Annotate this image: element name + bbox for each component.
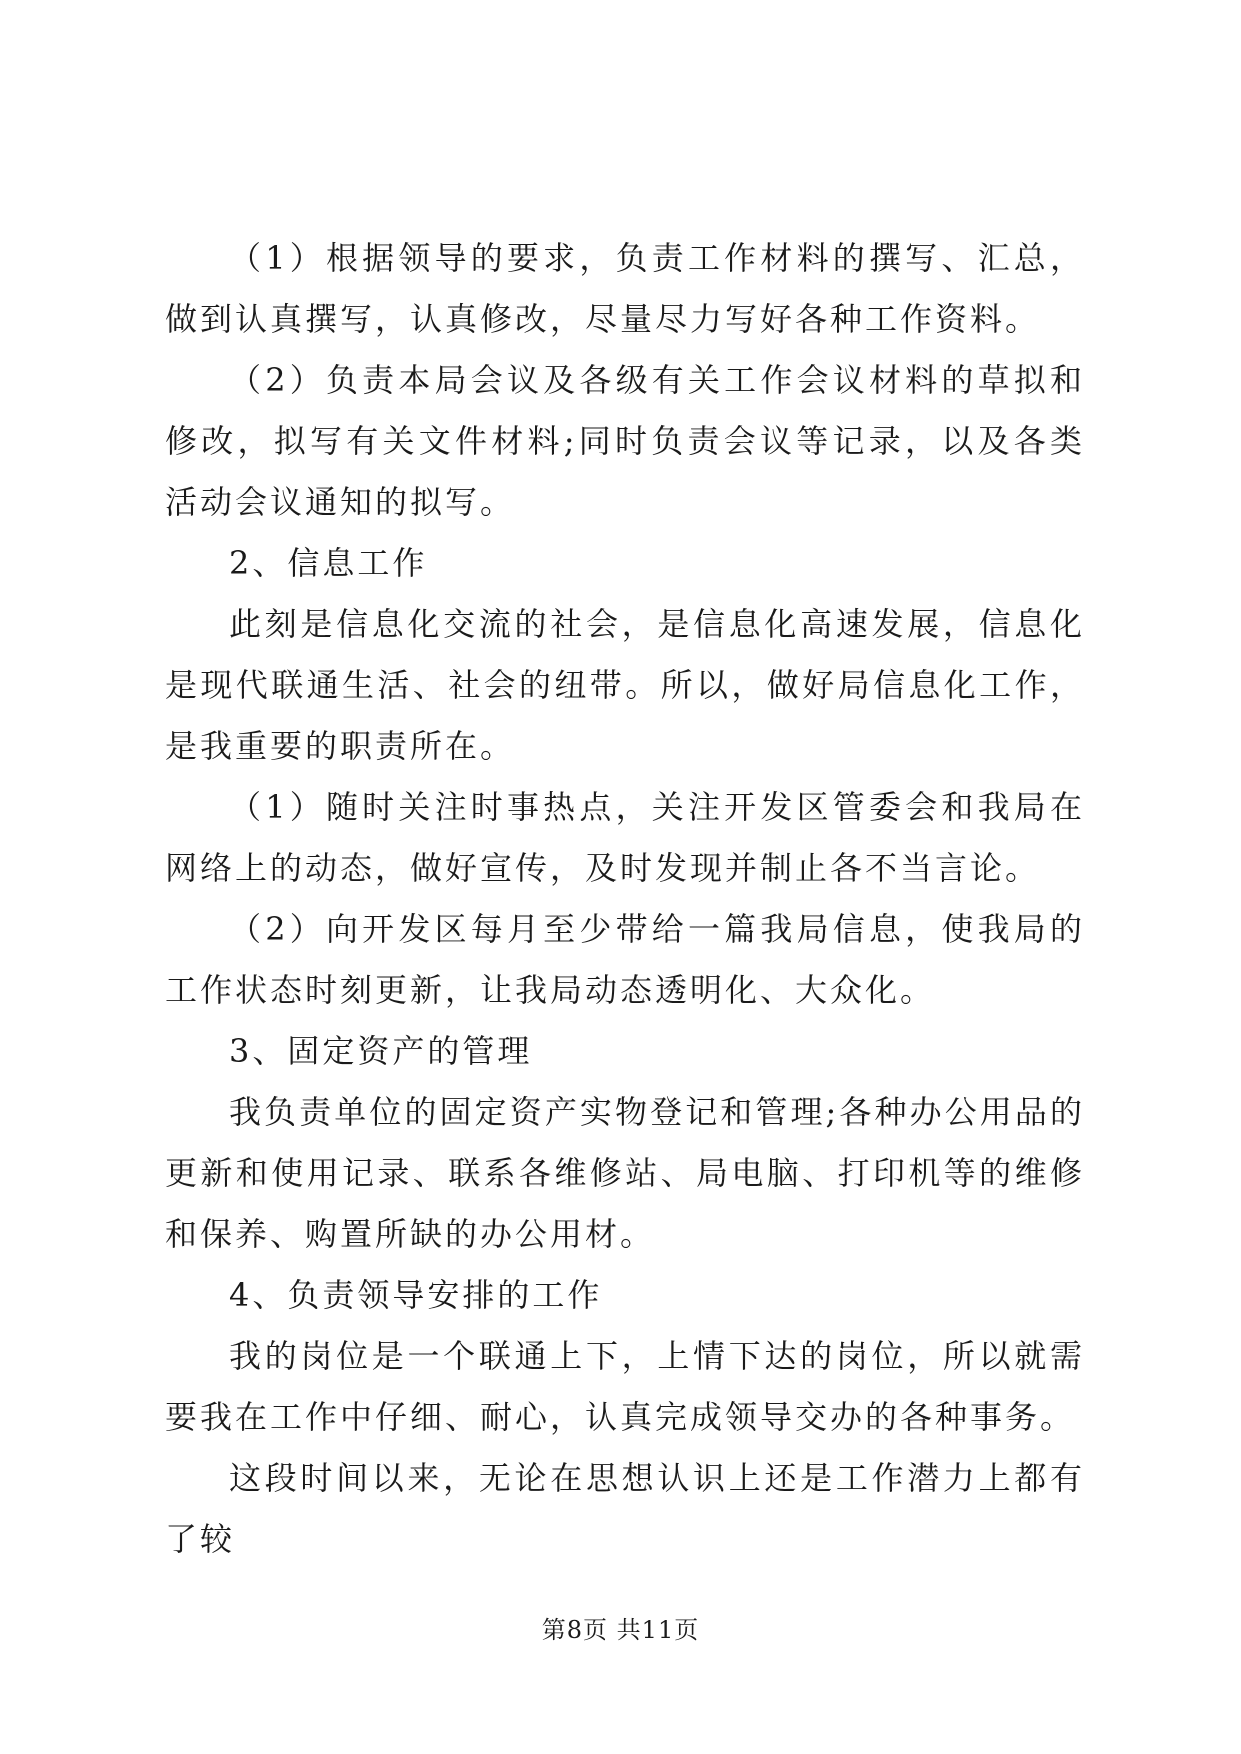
section-heading-fixed-assets: 3、固定资产的管理: [229, 1032, 533, 1070]
paragraph-5: （2）向开发区每月至少带给一篇我局信息，使我局的工作状态时刻更新，让我局动态透明化、大众化。: [165, 910, 1085, 1009]
section-heading-leader-tasks: 4、负责领导安排的工作: [229, 1276, 603, 1314]
section-heading-info-work: 2、信息工作: [229, 544, 428, 582]
paragraph-3: 此刻是信息化交流的社会，是信息化高速发展，信息化是现代联通生活、社会的纽带。所以，做好局信息化工作，是我重要的职责所在。: [165, 605, 1085, 765]
page-number-label: 第8页 共11页: [541, 1616, 700, 1644]
paragraph-1: （1）根据领导的要求，负责工作材料的撰写、汇总，做到认真撰写，认真修改，尽量尽力写好各种工作资料。: [165, 239, 1085, 338]
paragraph-8: 这段时间以来，无论在思想认识上还是工作潜力上都有了较: [165, 1459, 1085, 1558]
paragraph-7: 我的岗位是一个联通上下，上情下达的岗位，所以就需要我在工作中仔细、耐心，认真完成领导交办的各种事务。: [165, 1337, 1085, 1436]
paragraph-4: （1）随时关注时事热点，关注开发区管委会和我局在网络上的动态，做好宣传，及时发现并制止各不当言论。: [165, 788, 1085, 887]
paragraph-2: （2）负责本局会议及各级有关工作会议材料的草拟和修改，拟写有关文件材料;同时负责会议等记录，以及各类活动会议通知的拟写。: [165, 361, 1085, 521]
paragraph-6: 我负责单位的固定资产实物登记和管理;各种办公用品的更新和使用记录、联系各维修站、局电脑、打印机等的维修和保养、购置所缺的办公用材。: [165, 1093, 1085, 1253]
document-body: [165, 228, 1085, 1570]
page-footer: [0, 1610, 1241, 1645]
